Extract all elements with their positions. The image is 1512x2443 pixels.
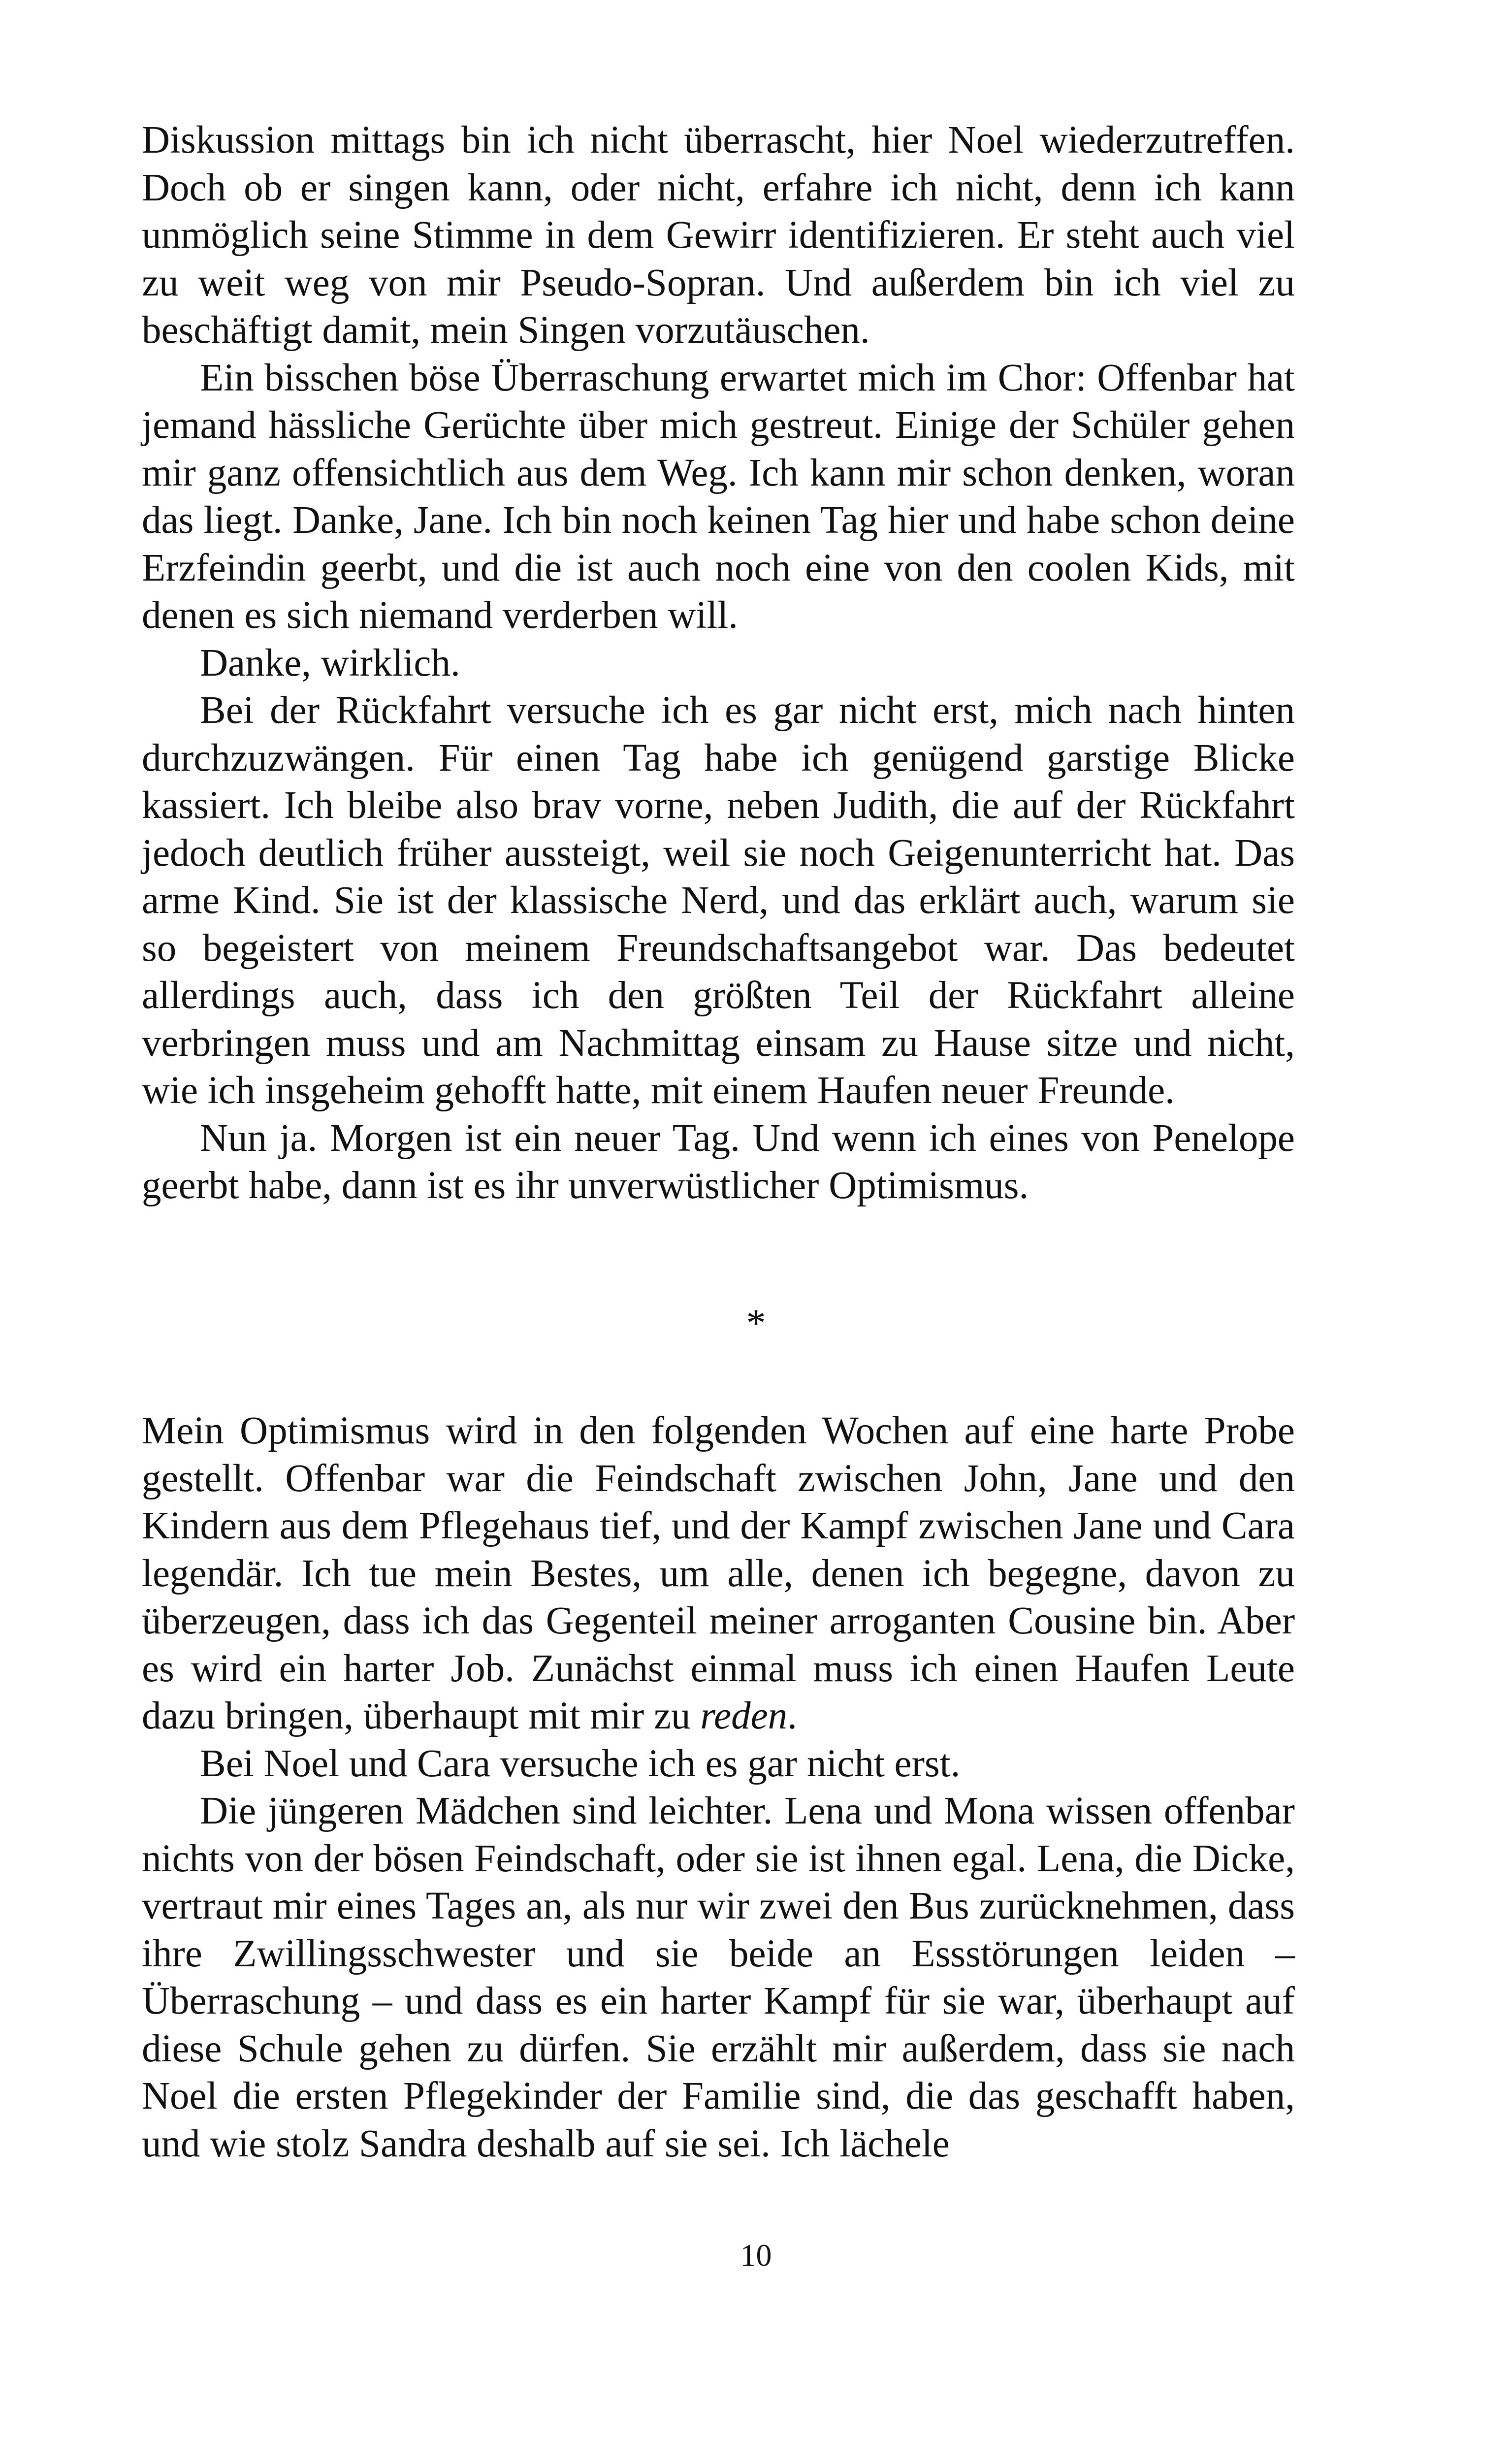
paragraph: Danke, wirklich.: [200, 641, 460, 684]
paragraph-text: Mein Optimismus wird in den folgenden Wochen auf eine harte Probe gestellt. Offenbar war die Feindschaft zwischen John, Jane und den Kindern aus dem Pflegehaus tief, und der Kampf zwischen Jane und Cara legendär. Ich tue mein Bestes, um alle, denen ich begegne, davon zu überzeugen, dass ich das Gegenteil meiner arroganten Cousine bin. Aber es wird ein harter Job. Zunächst einmal muss ich einen Haufen Leute dazu bringen, überhaupt mit mir zu: [142, 1409, 1295, 1737]
paragraph: Ein bisschen böse Überraschung erwartet mich im Chor: Offenbar hat jemand hässliche Gerüchte über mich gestreut. Einige der Schüler gehen mir ganz offensichtlich aus dem Weg. Ich kann mir schon denken, woran das liegt. Danke, Jane. Ich bin noch keinen Tag hier und habe schon deine Erzfeindin geerbt, und die ist auch noch eine von den coolen Kids, mit denen es sich niemand verderben will.: [142, 356, 1295, 637]
scene-break-asterisk: *: [746, 1302, 766, 1345]
text-block-top: [142, 117, 1295, 1210]
emphasis-text: reden: [700, 1694, 788, 1737]
paragraph: Die jüngeren Mädchen sind leichter. Lena und Mona wissen offenbar nichts von der bösen Feindschaft, oder sie ist ihnen egal. Lena, die Dicke, vertraut mir eines Tages an, als nur wir zwei den Bus zurücknehmen, dass ihre Zwillingsschwester und sie beide an Essstörungen leiden – Überraschung – und dass es ein harter Kampf für sie war, überhaupt auf diese Schule gehen zu dürfen. Sie erzählt mir außerdem, dass sie nach Noel die ersten Pflegekinder der Familie sind, die das geschafft haben, und wie stolz Sandra deshalb auf sie sei. Ich lächele: [142, 1790, 1295, 2165]
paragraph-text-end: .: [787, 1694, 797, 1737]
text-block-bottom: [142, 1407, 1295, 2168]
paragraph: Diskussion mittags bin ich nicht überrascht, hier Noel wiederzutreffen. Doch ob er singen kann, oder nicht, erfahre ich nicht, denn ich kann unmöglich seine Stimme in dem Gewirr identifizieren. Er steht auch viel zu weit weg von mir Pseudo-Sopran. Und außerdem bin ich viel zu beschäftigt damit, mein Singen vorzutäuschen.: [142, 119, 1295, 352]
page-number: 10: [740, 2238, 772, 2273]
paragraph: [142, 1407, 1295, 1740]
paragraph: Bei Noel und Cara versuche ich es gar nicht erst.: [200, 1742, 961, 1785]
paragraph: Nun ja. Morgen ist ein neuer Tag. Und wenn ich eines von Penelope geerbt habe, dann ist es ihr unverwüstlicher Optimismus.: [142, 1116, 1295, 1207]
paragraph: Bei der Rückfahrt versuche ich es gar nicht erst, mich nach hinten durchzuzwängen. Für einen Tag habe ich genügend garstige Blicke kassiert. Ich bleibe also brav vorne, neben Judith, die auf der Rückfahrt jedoch deutlich früher aussteigt, weil sie noch Geigenunterricht hat. Das arme Kind. Sie ist der klassische Nerd, und das erklärt auch, warum sie so begeistert von meinem Freundschaftsangebot war. Das bedeutet allerdings auch, dass ich den größten Teil der Rückfahrt alleine verbringen muss und am Nachmittag einsam zu Hause sitze und nicht, wie ich insgeheim gehofft hatte, mit einem Haufen neuer Freunde.: [142, 689, 1295, 1112]
